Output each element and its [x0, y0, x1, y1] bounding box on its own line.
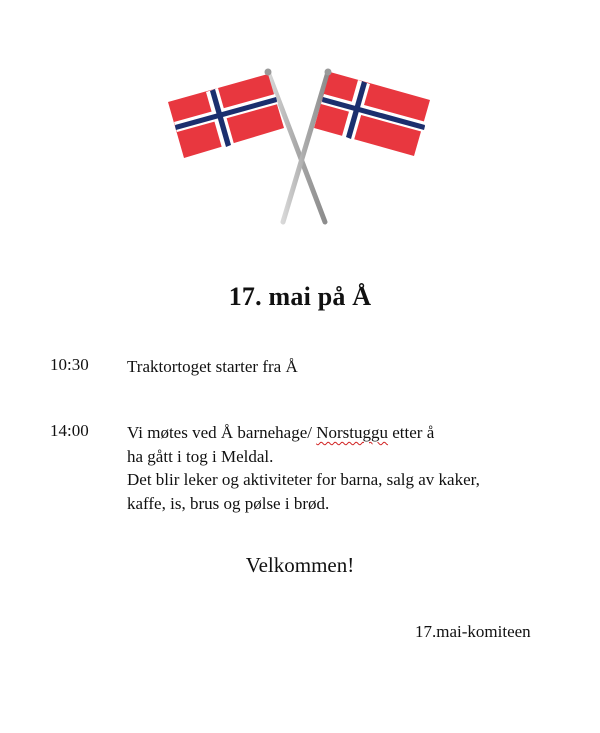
signature: 17.mai-komiteen	[415, 622, 531, 641]
schedule-line: ha gått i tog i Meldal.	[127, 446, 274, 466]
spellcheck-word: Norstuggu	[316, 423, 389, 442]
schedule-text-2	[127, 421, 480, 515]
left-flag-pole	[268, 72, 325, 222]
schedule-line: kaffe, is, brus og pølse i brød.	[127, 493, 330, 513]
schedule-text-1	[127, 355, 298, 379]
schedule-time-2: 14:00	[50, 421, 89, 440]
page-title: 17. mai på Å	[228, 282, 372, 311]
schedule-line-end: etter å	[388, 423, 435, 442]
schedule-line: Traktortoget starter fra Å	[127, 357, 298, 376]
crossed-flags-illustration	[160, 62, 440, 232]
welcome-text: Velkommen!	[245, 553, 355, 577]
schedule-line-start: Vi møtes ved Å barnehage/	[127, 423, 317, 442]
norwegian-flag-icon	[168, 74, 284, 158]
schedule-line	[127, 421, 480, 445]
right-flag-pole	[283, 72, 328, 222]
schedule-line: Det blir leker og aktiviteter for barna, salg av kaker,	[127, 470, 480, 489]
schedule-time-1: 10:30	[50, 355, 89, 374]
norwegian-flag-icon	[314, 72, 430, 156]
